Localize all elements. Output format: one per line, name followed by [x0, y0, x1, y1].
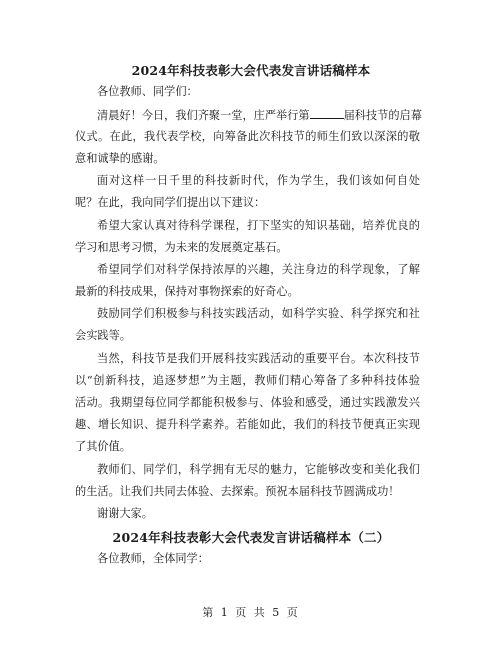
paragraph-line: 呢？在此，我向同学们提出以下建议： — [75, 196, 266, 209]
paragraph-line: 希望同学们对科学保持浓厚的兴趣，关注身边的科学现象，了解 — [97, 263, 420, 276]
paragraph-line: 希望大家认真对待科学课程，打下坚实的知识基础，培养优良的 — [97, 219, 420, 232]
paragraph-line: 以“创新科技，追逐梦想”为主题，教师们精心筹备了多种科技体验 — [75, 374, 420, 387]
paragraph-line: 最新的科技成果，保持对事物探索的好奇心。 — [75, 285, 299, 298]
paragraph-line: 的生活。让我们共同去体验、去探索。预祝本届科技节圆满成功！ — [75, 485, 400, 498]
paragraph-line: 当然，科技节是我们开展科技实践活动的重要平台。本次科技节 — [97, 352, 420, 365]
paragraph-line: 谢谢大家。 — [97, 507, 153, 520]
paragraph-line: 鼓励同学们积极参与科技实践活动，如科学实验、科学探究和社 — [97, 307, 420, 320]
paragraph-line: 仪式。在此，我代表学校，向筹备此次科技节的师生们致以深深的敬 — [75, 130, 420, 143]
paragraph-line: 了其价值。 — [75, 440, 131, 453]
paragraph-line: 各位教师，全体同学： — [97, 552, 209, 565]
paragraph-line: 趣、增长知识、提升科学素养。若能如此，我们的科技节便真正实现 — [75, 418, 420, 431]
paragraph-line: 活动。我期望每位同学都能积极参与、体验和感受，通过实践激发兴 — [75, 396, 420, 409]
page-footer: 第 1 页 共 5 页 — [202, 606, 300, 619]
paragraph-line: 教师们、同学们，科学拥有无尽的魅力，它能够改变和美化我们 — [97, 463, 420, 476]
text-segment: 清晨好！今日，我们齐聚一堂，庄严举行第 — [97, 109, 310, 122]
paragraph-line: 会实践等。 — [75, 329, 131, 342]
paragraph-line: 面对这样一日千里的科技新时代，作为学生，我们该如何自处 — [97, 174, 420, 187]
fill-in-blank — [310, 107, 344, 119]
paragraph-line: 学习和思考习惯，为未来的发展奠定基石。 — [75, 241, 288, 254]
document-title: 2024年科技表彰大会代表发言讲话稿样本 — [131, 63, 371, 78]
paragraph-line: 各位教师、同学们： — [97, 85, 198, 98]
text-segment: 届科技节的启幕 — [343, 109, 422, 122]
paragraph-line — [97, 107, 420, 123]
section-title: 2024年科技表彰大会代表发言讲话稿样本（二） — [112, 530, 390, 545]
paragraph-line: 意和诚挚的感谢。 — [75, 152, 165, 165]
